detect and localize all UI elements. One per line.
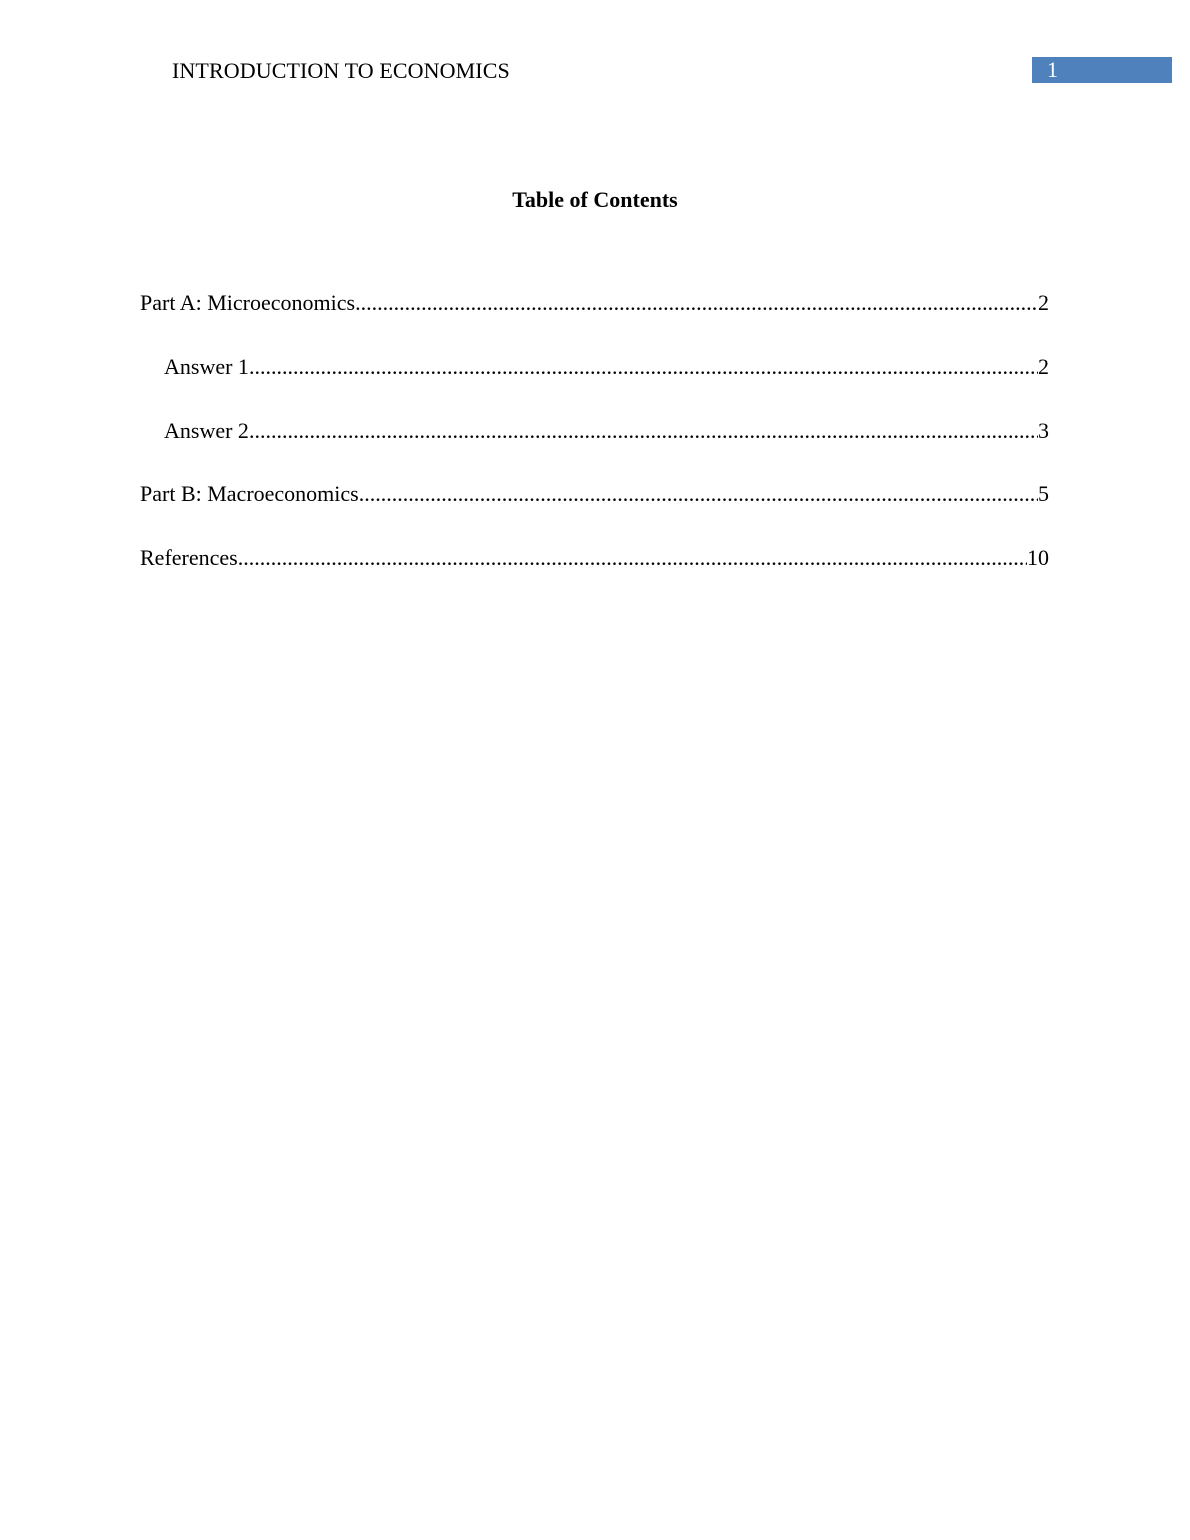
- toc-title: Table of Contents: [512, 187, 678, 212]
- toc-entry-page: 10: [1027, 545, 1049, 570]
- toc-entry-label: References: [140, 545, 238, 570]
- toc-entry-references[interactable]: [140, 544, 1049, 572]
- page-number: 1: [1047, 57, 1058, 82]
- toc-entry-part-b[interactable]: [140, 480, 1049, 508]
- toc-entry-page: 2: [1038, 290, 1049, 315]
- toc-dot-leader: [238, 544, 1027, 572]
- toc-entry-page: 2: [1038, 354, 1049, 379]
- toc-entry-page: 3: [1038, 418, 1049, 443]
- toc-dot-leader: [249, 417, 1038, 445]
- running-head: INTRODUCTION TO ECONOMICS: [172, 58, 510, 83]
- toc-entry-part-a[interactable]: [140, 289, 1049, 317]
- toc-entry-label: Answer 2: [164, 418, 249, 443]
- page-number-box: [1032, 57, 1172, 83]
- toc-entry-label: Part B: Macroeconomics: [140, 481, 359, 506]
- toc-dot-leader: [249, 353, 1038, 381]
- toc-dot-leader: [359, 480, 1038, 508]
- toc-entry-answer-2[interactable]: [164, 417, 1049, 445]
- toc-dot-leader: [355, 289, 1038, 317]
- toc-entry-answer-1[interactable]: [164, 353, 1049, 381]
- toc-entry-label: Answer 1: [164, 354, 249, 379]
- toc-entry-page: 5: [1038, 481, 1049, 506]
- toc-entry-label: Part A: Microeconomics: [140, 290, 356, 315]
